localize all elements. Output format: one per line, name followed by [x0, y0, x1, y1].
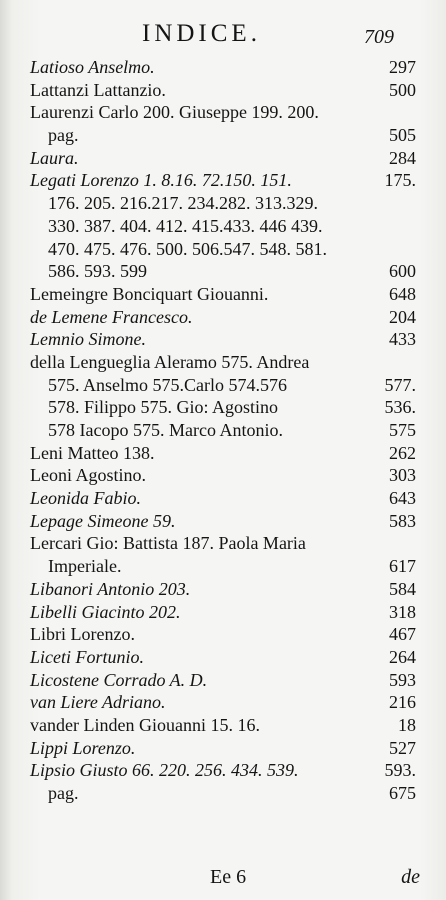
entry-name: 575. Anselmo 575.Carlo 574.576 [48, 374, 287, 395]
entry-name: Leoni Agostino. [30, 465, 146, 486]
entry-name: Libri Lorenzo. [30, 624, 135, 645]
index-entry [30, 442, 416, 465]
entry-name: 330. 387. 404. 412. 415.433. 446 439. [48, 215, 323, 236]
entry-page-ref: 297 [389, 57, 416, 77]
entry-page-ref: 303 [389, 465, 416, 486]
entry-page-ref: 467 [389, 624, 416, 645]
entry-name: de Lemene Francesco. [30, 306, 193, 327]
entry-page-ref: 600 [389, 261, 416, 282]
index-entry [30, 101, 416, 124]
entry-name: Laura. [30, 147, 79, 168]
entry-name: Leonida Fabio. [30, 488, 141, 509]
index-entry [30, 578, 416, 601]
entry-page-ref: 593 [389, 669, 416, 690]
entry-page-ref: 318 [389, 601, 416, 622]
entry-page-ref: 204 [389, 306, 416, 327]
entry-page-ref: 593. [384, 760, 416, 781]
entry-page-ref: 262 [389, 442, 416, 463]
entry-page-ref: 527 [389, 737, 416, 758]
index-entry [30, 555, 416, 578]
entry-page-ref: 433 [389, 329, 416, 350]
entry-page-ref: 675 [389, 783, 416, 803]
entry-name: Licostene Corrado A. D. [30, 669, 208, 690]
index-entry [30, 238, 416, 261]
entry-name: Latioso Anselmo. [30, 57, 155, 77]
entry-page-ref: 575 [389, 420, 416, 440]
entry-name: Lipsio Giusto 66. 220. 256. 434. 539. [30, 760, 299, 781]
entry-name: Libanori Antonio 203. [30, 578, 191, 599]
entry-name: Lattanzi Lattanzio. [30, 79, 166, 100]
index-entry [30, 374, 416, 397]
entry-page-ref: 264 [389, 646, 416, 667]
entry-name: Lemnio Simone. [30, 329, 146, 350]
index-entry [30, 215, 416, 238]
index-entry [30, 147, 416, 170]
index-entry [30, 169, 416, 192]
entry-page-ref: 505 [389, 125, 416, 146]
index-entry [30, 56, 416, 79]
entry-page-ref: 536. [384, 397, 416, 418]
entry-name: Lercari Gio: Battista 187. Paola Maria [30, 533, 306, 554]
index-entry [30, 714, 416, 737]
entry-page-ref: 284 [389, 147, 416, 168]
signature-mark: Ee 6 [210, 866, 247, 888]
catchword: de [401, 866, 420, 888]
index-entry [30, 328, 416, 351]
entry-name: vander Linden Giouanni 15. 16. [30, 714, 260, 735]
index-entry [30, 396, 416, 419]
entry-page-ref: 583 [389, 510, 416, 531]
index-entry [30, 464, 416, 487]
entry-name: Libelli Giacinto 202. [30, 601, 181, 622]
entry-name: 586. 593. 599 [48, 261, 147, 282]
entry-name: 176. 205. 216.217. 234.282. 313.329. [48, 193, 318, 214]
index-entry [30, 691, 416, 714]
entry-name: Imperiale. [48, 556, 122, 577]
page-number: 709 [364, 26, 394, 48]
index-entry [30, 759, 416, 782]
entry-name: van Liere Adriano. [30, 692, 166, 713]
entry-name: 578 Iacopo 575. Marco Antonio. [48, 420, 283, 440]
entry-name: Lippi Lorenzo. [30, 737, 136, 758]
index-entry [30, 351, 416, 374]
entry-name: Laurenzi Carlo 200. Giuseppe 199. 200. [30, 102, 319, 123]
index-entry [30, 532, 416, 555]
index-entries [30, 56, 416, 805]
index-entry [30, 601, 416, 624]
index-entry [30, 737, 416, 760]
entry-page-ref: 175. [384, 170, 416, 191]
index-entry [30, 782, 416, 805]
entry-name: della Lengueglia Aleramo 575. Andrea [30, 351, 310, 372]
index-entry [30, 124, 416, 147]
index-title: INDICE. [142, 20, 261, 47]
entry-name: Lemeingre Bonciquart Giouanni. [30, 283, 269, 304]
entry-name: Legati Lorenzo 1. 8.16. 72.150. 151. [30, 170, 292, 191]
index-entry [30, 79, 416, 102]
index-entry [30, 623, 416, 646]
index-entry [30, 510, 416, 533]
index-entry [30, 306, 416, 329]
page-footer [0, 866, 446, 896]
entry-name: 470. 475. 476. 500. 506.547. 548. 581. [48, 238, 327, 259]
entry-name: Leni Matteo 138. [30, 442, 155, 463]
entry-page-ref: 18 [398, 714, 416, 735]
index-entry [30, 283, 416, 306]
index-entry [30, 419, 416, 442]
entry-name: Liceti Fortunio. [30, 646, 144, 667]
index-entry [30, 192, 416, 215]
entry-page-ref: 643 [389, 488, 416, 509]
entry-page-ref: 577. [384, 374, 416, 395]
entry-page-ref: 216 [389, 692, 416, 713]
index-entry [30, 669, 416, 692]
index-entry [30, 487, 416, 510]
entry-page-ref: 648 [389, 283, 416, 304]
entry-name: Lepage Simeone 59. [30, 510, 176, 531]
page-header [0, 20, 446, 56]
entry-name: 578. Filippo 575. Gio: Agostino [48, 397, 279, 418]
entry-page-ref: 617 [389, 556, 416, 577]
entry-name: pag. [48, 783, 79, 803]
index-entry [30, 646, 416, 669]
entry-name: pag. [48, 125, 79, 146]
index-entry [30, 260, 416, 283]
entry-page-ref: 500 [389, 79, 416, 100]
entry-page-ref: 584 [389, 578, 416, 599]
